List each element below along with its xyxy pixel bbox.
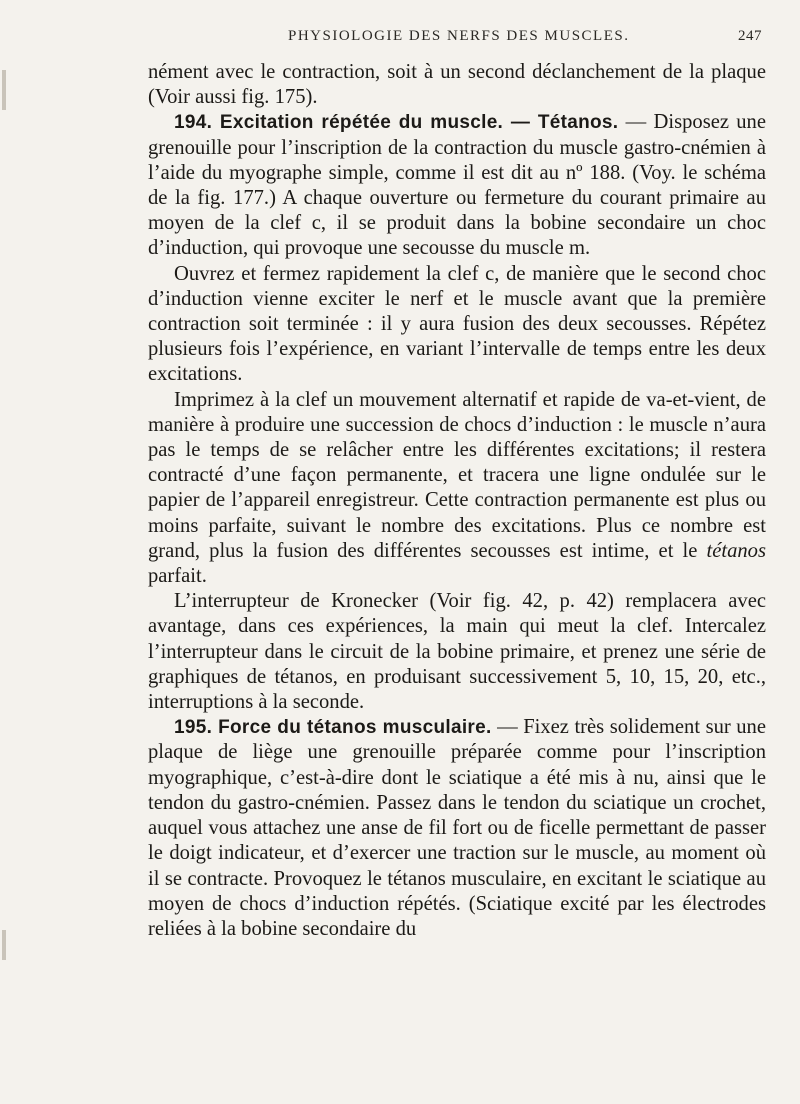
- paragraph-text: Ouvrez et fermez rapidement la clef c, de manière que le second choc d’induction vienne exciter le nerf et le muscle avant que la première contraction soit terminée : il y aura fusion des deux secousses. Répétez plusieurs fois l’expérience, en variant l’intervalle de temps entre les deux excitations.: [148, 262, 766, 386]
- paragraph-text: — Disposez une grenouille pour l’inscription de la contraction du muscle gastro-cnémien à l’aide du myographe simple, comme il est dit au nº 188. (Voy. le schéma de la fig. 177.) A chaque ouverture ou fermeture du courant primaire au moyen de la clef c, il se produit dans la bobine secondaire un choc d’induction, qui provoque une secousse du muscle m.: [148, 111, 766, 260]
- page-edge-shadow: [2, 70, 6, 110]
- paragraph: [148, 262, 766, 388]
- paragraph-text: — Fixez très solidement sur une plaque de liège une grenouille préparée comme pour l’inscription myographique, c’est-à-dire dont le sciatique a été mis à nu, ainsi que le tendon du gastro-cnémien. Passez dans le tendon du sciatique un crochet, auquel vous attachez une anse de fil fort ou de ficelle permettant de passer le doigt indicateur, et d’exercer une traction sur le muscle, au moment où il se contracte. Provoquez le tétanos musculaire, en excitant le sciatique au moyen de chocs d’induction répétés. (Sciatique excité par les électrodes reliées à la bobine secondaire du: [148, 716, 766, 940]
- page-number: 247: [738, 28, 762, 44]
- paragraph-text: nément avec le contraction, soit à un second déclanchement de la plaque (Voir aussi fig. 175).: [148, 61, 766, 109]
- section-heading: 195. Force du tétanos musculaire.: [174, 717, 492, 739]
- paragraph-text: L’interrupteur de Kronecker (Voir fig. 42, p. 42) remplacera avec avantage, dans ces expériences, la main qui meut la clef. Intercalez l’interrupteur dans le circuit de la bobine primaire, et prenez une série de graphiques de tétanos, en produisant successivement 5, 10, 15, 20, etc., interruptions à la seconde.: [148, 590, 766, 714]
- section-heading: 194. Excitation répétée du muscle. — Tétanos.: [174, 112, 619, 134]
- running-title: PHYSIOLOGIE DES NERFS DES MUSCLES.: [288, 28, 630, 44]
- running-header: [150, 26, 762, 50]
- paragraph-text: Imprimez à la clef un mouvement alternatif et rapide de va-et-vient, de manière à produire une succession de chocs d’induction : le muscle n’aura pas le temps de se relâcher entre les différentes excitations; il restera contracté d’une façon permanente, et tracera une ligne ondulée sur le papier de l’appareil enregistreur. Cette contraction permanente est plus ou moins parfaite, suivant le nombre des excitations. Plus ce nombre est grand, plus la fusion des différentes secousses est intime, et le: [148, 388, 766, 562]
- body-text: [148, 60, 766, 942]
- paragraph-continuation: [148, 60, 766, 110]
- italic-term: tétanos: [706, 539, 766, 562]
- paragraph-tail: parfait.: [148, 565, 207, 588]
- paragraph: [148, 589, 766, 715]
- section-195: [148, 715, 766, 942]
- paragraph: [148, 388, 766, 590]
- page-edge-shadow: [2, 930, 6, 960]
- section-194: [148, 110, 766, 261]
